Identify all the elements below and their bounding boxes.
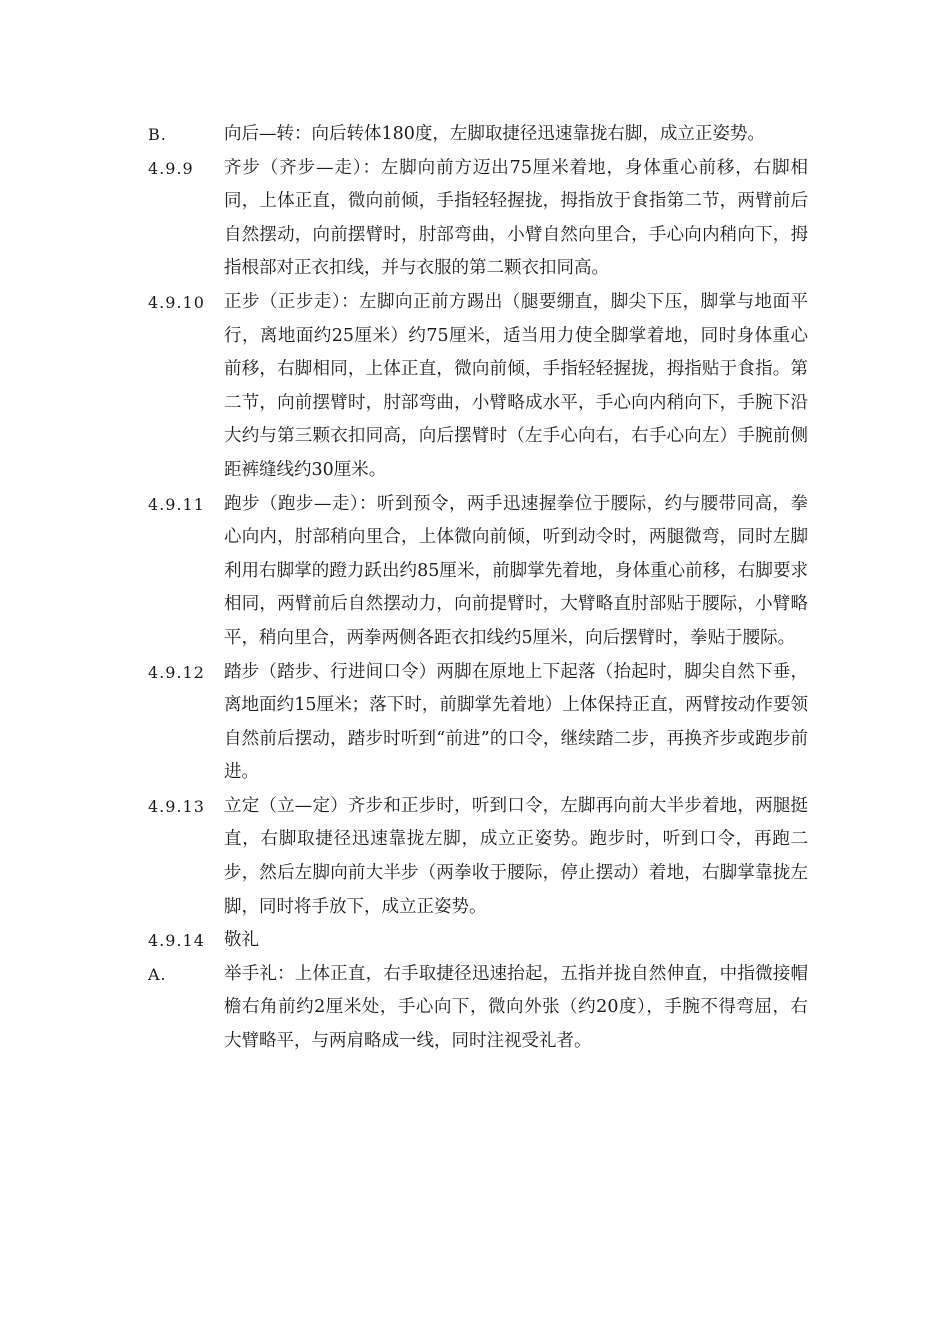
- list-item: [148, 656, 808, 790]
- item-number: 4.9.11: [148, 494, 205, 514]
- item-number: 4.9.10: [148, 292, 205, 312]
- drill-instructions-section: [148, 118, 808, 1059]
- list-item: [148, 488, 808, 656]
- item-number: 4.9.14: [148, 931, 205, 951]
- item-number: 4.9.13: [148, 796, 205, 816]
- item-text: 踏步（踏步、行进间口令）两脚在原地上下起落（抬起时，脚尖自然下垂，离地面约15厘米；落下时，前脚掌先着地）上体保持正直，两臂按动作要领自然前后摆动，踏步时听到“前进”的口令，继续踏二步，再换齐步或跑步前进。: [224, 661, 808, 783]
- item-number: 4.9.9: [148, 158, 194, 178]
- item-number: B.: [148, 125, 167, 144]
- list-item: [148, 924, 808, 958]
- item-number: 4.9.12: [148, 662, 205, 682]
- item-text: 跑步（跑步—走）：听到预令，两手迅速握拳位于腰际，约与腰带同高，拳心向内，肘部稍向里合，上体微向前倾，听到动令时，两腿微弯，同时左脚利用右脚掌的蹬力跃出约85厘米，前脚掌先着地，身体重心前移，右脚要求相同，两臂前后自然摆动力，向前提臂时，大臂略直肘部贴于腰际，小臂略平，稍向里合，两拳两侧各距衣扣线约5厘米，向后摆臂时，拳贴于腰际。: [224, 493, 808, 648]
- list-item: [148, 286, 808, 488]
- item-heading: 敬礼: [224, 930, 259, 951]
- item-number: A.: [148, 964, 167, 984]
- item-text: 齐步（齐步—走）：左脚向前方迈出75厘米着地，身体重心前移，右脚相同，上体正直，微向前倾，手指轻轻握拢，拇指放于食指第二节，两臂前后自然摆动，向前摆臂时，肘部弯曲，小臂自然向里合，手心向内稍向下，拇指根部对正衣扣线，并与衣服的第二颗衣扣同高。: [224, 157, 808, 279]
- item-text: 举手礼：上体正直，右手取捷径迅速抬起，五指并拢自然伸直，中指微接帽檐右角前约2厘米处，手心向下，微向外张（约20度），手腕不得弯屈，右大臂略平，与两肩略成一线，同时注视受礼者。: [224, 963, 808, 1052]
- list-item: [148, 152, 808, 286]
- item-text: 立定（立—定）齐步和正步时，听到口令，左脚再向前大半步着地，两腿挺直，右脚取捷径迅速靠拢左脚，成立正姿势。跑步时，听到口令，再跑二步，然后左脚向前大半步（两拳收于腰际，停止摆动）着地，右脚掌靠拢左脚，同时将手放下，成立正姿势。: [224, 795, 808, 917]
- item-text: 正步（正步走）：左脚向正前方踢出（腿要绷直，脚尖下压，脚掌与地面平行，离地面约25厘米）约75厘米，适当用力使全脚掌着地，同时身体重心前移，右脚相同，上体正直，微向前倾，手指轻轻握拢，拇指贴于食指。第二节，向前摆臂时，肘部弯曲，小臂略成水平，手心向内稍向下，手腕下沿大约与第三颗衣扣同高，向后摆臂时（左手心向右，右手心向左）手腕前侧距裤缝线约30厘米。: [224, 291, 808, 480]
- list-item: [148, 958, 808, 1059]
- list-item: [148, 118, 808, 152]
- list-item: [148, 790, 808, 924]
- item-text: 向后—转：向后转体180度，左脚取捷径迅速靠拢右脚，成立正姿势。: [224, 124, 765, 144]
